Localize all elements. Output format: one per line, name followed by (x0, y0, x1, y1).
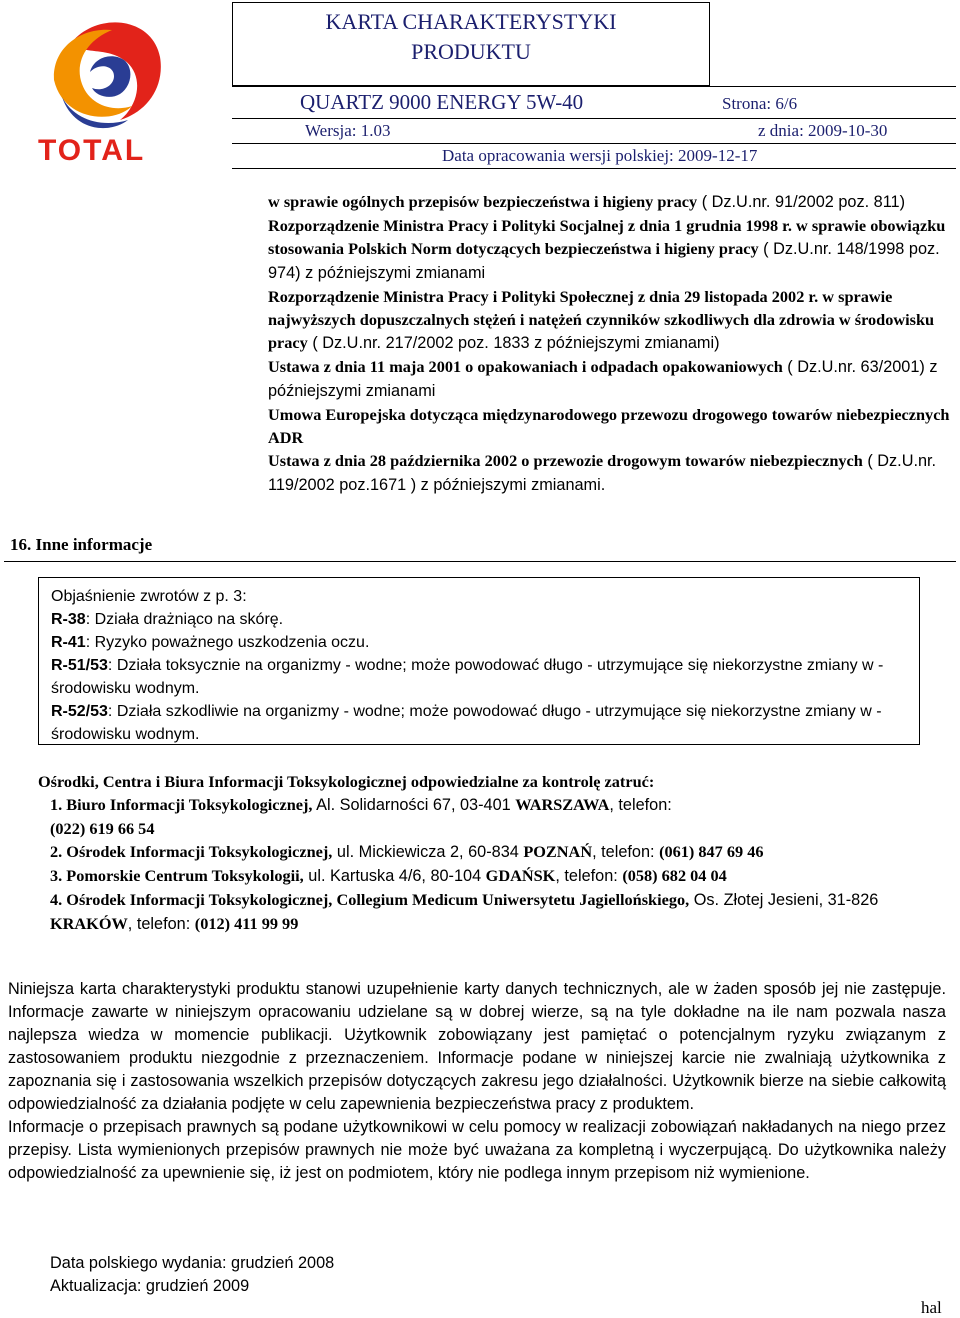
product-name: QUARTZ 9000 ENERGY 5W-40 (300, 90, 584, 114)
page-number: Strona: 6/6 (722, 94, 798, 113)
polish-version-date: Data opracowania wersji polskiej: 2009-12-17 (442, 146, 758, 165)
regulation-item: Umowa Europejska dotycząca międzynarodowego przewozu drogowego towarów niebezpiecznych ADR (268, 405, 950, 447)
version-date: z dnia: 2009-10-30 (758, 121, 888, 140)
r-phrases-heading: Objaśnienie zwrotów z p. 3: (51, 588, 247, 605)
center-item: 4. Ośrodek Informacji Toksykologicznej, Collegium Medicum Uniwersytetu Jagiellońskiego, Os. Złotej Jesieni, 31-826 KRAKÓW, telefon: (012) 411 99 99 (50, 890, 879, 933)
center-item: 2. Ośrodek Informacji Toksykologicznej, ul. Mickiewicza 2, 60-834 POZNAŃ, telefon: (061) 847 69 46 (50, 842, 764, 861)
signature: hal (921, 1298, 942, 1317)
edition-date: Data polskiego wydania: grudzień 2008 (50, 1254, 335, 1272)
section-rule (4, 561, 956, 562)
center-item: 1. Biuro Informacji Toksykologicznej, Al. Solidarności 67, 03-401 WARSZAWA, telefon: (50, 795, 672, 814)
document-title-box (232, 2, 710, 86)
toxicology-centers (38, 770, 938, 936)
r-phrase-item: R-41: Ryzyko poważnego uszkodzenia oczu. (51, 634, 370, 651)
centers-heading: Ośrodki, Centra i Biura Informacji Toksykologicznej odpowiedzialne za kontrolę zatruć: (38, 772, 655, 791)
regulation-item: Ustawa z dnia 11 maja 2001 o opakowaniach i odpadach opakowaniowych ( Dz.U.nr. 63/2001) z późniejszymi zmianami (268, 357, 938, 400)
disclaimer-paragraph: Informacje o przepisach prawnych są podane użytkownikowi w celu pomocy w realizacji zobowiązań nakładanych na niego przez przepisy. Lista wymienionych przepisów prawnych nie może być uważana za kompletną i wyczerpującą. Do użytkownika należy odpowiedzialność za upewnienie się, iż jest on podmiotem, który nie podlega innym przepisom niż wymienione. (8, 1118, 946, 1182)
regulations-list (268, 190, 953, 497)
total-logo-icon (2, 2, 230, 190)
disclaimer (8, 978, 946, 1185)
header-rule-4 (232, 168, 956, 169)
header-rule (232, 86, 956, 87)
document-title-line2: PRODUKTU (411, 39, 531, 64)
regulation-item: Rozporządzenie Ministra Pracy i Polityki Socjalnej z dnia 1 grudnia 1998 r. w sprawie obowiązku stosowania Polskich Norm dotyczących bezpieczeństwa i higieny pracy ( Dz.U.nr. 148/1998 poz. 974) z późniejszymi zmianami (268, 216, 946, 282)
version: Wersja: 1.03 (305, 121, 391, 140)
center-item: 3. Pomorskie Centrum Toksykologii, ul. Kartuska 4/6, 80-104 GDAŃSK, telefon: (058) 682 04 04 (50, 866, 727, 885)
header-rule-3 (232, 143, 956, 144)
r-phrase-item: R-51/53: Działa toksycznie na organizmy - wodne; może powodować długo - utrzymujące się niekorzystne zmiany w - środowisku wodnym. (51, 657, 884, 697)
header-rule-2 (232, 118, 956, 119)
logo-wordmark: TOTAL (38, 134, 146, 167)
document-title-line1: KARTA CHARAKTERYSTYKI (325, 9, 617, 34)
r-phrase-item: R-38: Działa drażniąco na skórę. (51, 611, 284, 628)
footer-dates (50, 1252, 334, 1298)
regulation-item: Rozporządzenie Ministra Pracy i Polityki Społecznej z dnia 29 listopada 2002 r. w sprawie najwyższych dopuszczalnych stężeń i natężeń czynników szkodliwych dla zdrowia w środowisku pracy ( Dz.U.nr. 217/2002 poz. 1833 z późniejszymi zmianami) (268, 287, 935, 352)
disclaimer-paragraph: Niniejsza karta charakterystyki produktu stanowi uzupełnienie karty danych technicznych, ale w żaden sposób jej nie zastępuje. Informacje zawarte w niniejszym opracowaniu udzielane są w dobrej wierze, są na tyle dokładne na ile nam pozwala nasza najlepsza wiedza w momencie publikacji. Użytkownik zobowiązany jest pamiętać o potencjalnym ryzyku związanym z zastosowaniem produktu niezgodnie z przeznaczeniem. Informacje podane w niniejszej karcie nie zwalniają użytkownika z zapoznania się i zastosowania wszelkich przepisów dotyczących zakresu jego działalności. Użytkownik bierze na siebie całkowitą odpowiedzialność za działania podjęte w celu zapewnienia bezpieczeństwa pracy z produktem. (8, 980, 946, 1113)
r-phrases-box (38, 577, 920, 745)
update-date: Aktualizacja: grudzień 2009 (50, 1277, 250, 1295)
section-16-title: 16. Inne informacje (10, 535, 153, 554)
center-phone: (022) 619 66 54 (50, 819, 155, 838)
regulation-item: w sprawie ogólnych przepisów bezpieczeństwa i higieny pracy ( Dz.U.nr. 91/2002 poz. 811) (268, 192, 906, 211)
r-phrase-item: R-52/53: Działa szkodliwie na organizmy - wodne; może powodować długo - utrzymujące się niekorzystne zmiany w - środowisku wodnym. (51, 703, 882, 743)
total-logo (2, 2, 230, 190)
regulation-item: Ustawa z dnia 28 października 2002 o przewozie drogowym towarów niebezpiecznych ( Dz.U.nr. 119/2002 poz.1671 ) z późniejszymi zmianami. (268, 451, 937, 494)
